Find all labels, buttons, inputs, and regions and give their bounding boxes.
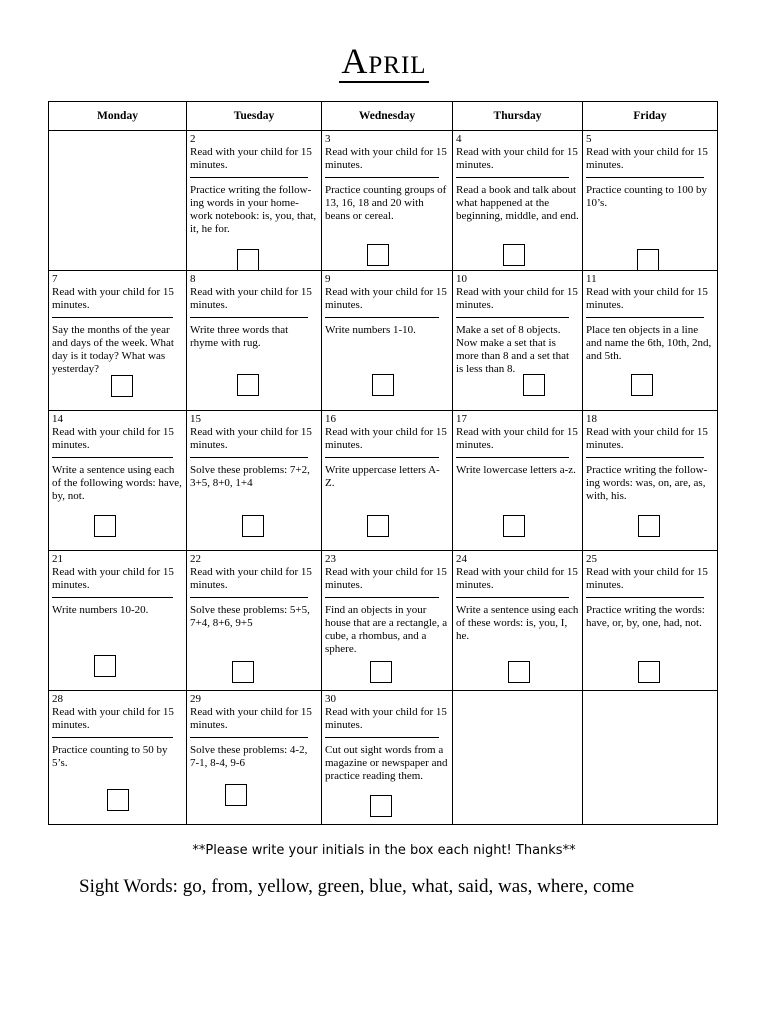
initials-checkbox[interactable] — [94, 655, 116, 677]
reading-assignment: Read with your child for 15 minutes. — [325, 566, 447, 592]
homework-task: Write three words that rhyme with rug. — [190, 323, 289, 349]
divider-line — [190, 597, 308, 598]
day-cell — [49, 551, 187, 691]
reading-assignment: Read with your child for 15 minutes. — [325, 286, 447, 312]
divider-line — [586, 177, 704, 178]
day-cell — [49, 411, 187, 551]
homework-task: Make a set of 8 objects. Now make a set that is more than 8 and a set that is less than 8. — [456, 323, 570, 376]
reading-assignment: Read with your child for 15 minutes. — [190, 706, 312, 732]
divider-line — [190, 177, 308, 178]
initials-checkbox[interactable] — [503, 244, 525, 266]
day-cell — [187, 411, 322, 551]
homework-task: Write a sentence using each of these words: is, you, I, he. — [456, 603, 579, 643]
reading-assignment: Read with your child for 15 minutes. — [190, 426, 312, 452]
day-number: 23 — [325, 553, 336, 565]
reading-assignment: Read with your child for 15 minutes. — [586, 146, 708, 172]
day-cell — [583, 411, 718, 551]
divider-line — [456, 457, 569, 458]
initials-checkbox[interactable] — [638, 661, 660, 683]
initials-checkbox[interactable] — [631, 374, 653, 396]
initials-checkbox[interactable] — [503, 515, 525, 537]
day-number: 7 — [52, 273, 58, 285]
day-number: 9 — [325, 273, 331, 285]
day-cell — [583, 551, 718, 691]
weekday-header: Friday — [583, 102, 718, 131]
day-number: 8 — [190, 273, 196, 285]
initials-checkbox[interactable] — [637, 249, 659, 271]
reading-assignment: Read with your child for 15 minutes. — [325, 706, 447, 732]
divider-line — [190, 457, 308, 458]
divider-line — [456, 317, 569, 318]
weekday-header: Monday — [49, 102, 187, 131]
divider-line — [586, 597, 704, 598]
sight-words: Sight Words: go, from, yellow, green, blue, what, said, was, where, come — [79, 876, 635, 897]
divider-line — [586, 317, 704, 318]
reading-assignment: Read with your child for 15 minutes. — [586, 566, 708, 592]
day-number: 10 — [456, 273, 467, 285]
day-cell — [49, 691, 187, 825]
homework-task: Write a sentence using each of the following words: have, by, not. — [52, 463, 182, 503]
day-number: 5 — [586, 133, 592, 145]
empty-day-cell — [453, 691, 583, 825]
homework-task: Solve these problems: 4-2, 7-1, 8-4, 9-6 — [190, 743, 308, 769]
calendar-week-row — [49, 551, 718, 691]
day-number: 4 — [456, 133, 462, 145]
day-cell — [583, 271, 718, 411]
calendar-week-row — [49, 411, 718, 551]
initials-checkbox[interactable] — [237, 374, 259, 396]
homework-task: Say the months of the year and days of the week. What day is it today? What was yesterday? — [52, 323, 174, 376]
homework-task: Write lowercase letters a-z. — [456, 463, 576, 476]
homework-task: Cut out sight words from a magazine or newspaper and practice reading them. — [325, 743, 448, 783]
initials-checkbox[interactable] — [107, 789, 129, 811]
divider-line — [456, 597, 569, 598]
divider-line — [52, 457, 173, 458]
reading-assignment: Read with your child for 15 minutes. — [52, 426, 174, 452]
divider-line — [52, 737, 173, 738]
divider-line — [325, 457, 439, 458]
reading-assignment: Read with your child for 15 minutes. — [325, 426, 447, 452]
day-cell — [322, 551, 453, 691]
reading-assignment: Read with your child for 15 minutes. — [190, 286, 312, 312]
reading-assignment: Read with your child for 15 minutes. — [52, 706, 174, 732]
reading-assignment: Read with your child for 15 minutes. — [456, 566, 578, 592]
day-number: 3 — [325, 133, 331, 145]
day-cell — [187, 271, 322, 411]
divider-line — [456, 177, 569, 178]
reading-assignment: Read with your child for 15 minutes. — [456, 286, 578, 312]
reading-assignment: Read with your child for 15 minutes. — [456, 426, 578, 452]
day-cell — [583, 131, 718, 271]
day-number: 11 — [586, 273, 597, 285]
day-number: 2 — [190, 133, 196, 145]
initials-checkbox[interactable] — [508, 661, 530, 683]
day-cell — [322, 411, 453, 551]
homework-task: Read a book and talk about what happened at the beginning, middle, and end. — [456, 183, 579, 223]
day-cell — [453, 411, 583, 551]
day-number: 17 — [456, 413, 467, 425]
day-number: 16 — [325, 413, 336, 425]
homework-task: Practice writing the words: have, or, by, one, had, not. — [586, 603, 705, 629]
initials-checkbox[interactable] — [111, 375, 133, 397]
homework-task: Solve these problems: 5+5, 7+4, 8+6, 9+5 — [190, 603, 310, 629]
homework-calendar — [48, 101, 718, 825]
initials-checkbox[interactable] — [94, 515, 116, 537]
reading-assignment: Read with your child for 15 minutes. — [190, 566, 312, 592]
initials-checkbox[interactable] — [237, 249, 259, 271]
day-number: 28 — [52, 693, 63, 705]
initials-checkbox[interactable] — [523, 374, 545, 396]
homework-task: Practice writing the follow-ing words: was, on, are, as, with, his. — [586, 463, 708, 503]
homework-task: Write uppercase letters A-Z. — [325, 463, 440, 489]
day-cell — [187, 691, 322, 825]
reading-assignment: Read with your child for 15 minutes. — [325, 146, 447, 172]
day-number: 22 — [190, 553, 201, 565]
initials-checkbox[interactable] — [370, 795, 392, 817]
divider-line — [325, 317, 439, 318]
divider-line — [190, 317, 308, 318]
homework-task: Practice counting groups of 13, 16, 18 and 20 with beans or cereal. — [325, 183, 447, 223]
reading-assignment: Read with your child for 15 minutes. — [52, 286, 174, 312]
day-number: 18 — [586, 413, 597, 425]
day-number: 21 — [52, 553, 63, 565]
day-number: 24 — [456, 553, 467, 565]
day-cell — [187, 131, 322, 271]
reading-assignment: Read with your child for 15 minutes. — [456, 146, 578, 172]
initials-checkbox[interactable] — [370, 661, 392, 683]
calendar-week-row — [49, 131, 718, 271]
day-number: 14 — [52, 413, 63, 425]
day-cell — [322, 691, 453, 825]
divider-line — [586, 457, 704, 458]
initials-checkbox[interactable] — [638, 515, 660, 537]
initials-note: **Please write your initials in the box each night! Thanks** — [192, 843, 576, 858]
homework-task: Write numbers 10-20. — [52, 603, 149, 616]
divider-line — [190, 737, 308, 738]
divider-line — [52, 597, 173, 598]
reading-assignment: Read with your child for 15 minutes. — [52, 566, 174, 592]
divider-line — [325, 597, 439, 598]
reading-assignment: Read with your child for 15 minutes. — [586, 286, 708, 312]
homework-task: Practice counting to 100 by 10’s. — [586, 183, 707, 209]
weekday-header: Thursday — [453, 102, 583, 131]
initials-checkbox[interactable] — [367, 515, 389, 537]
reading-assignment: Read with your child for 15 minutes. — [586, 426, 708, 452]
reading-assignment: Read with your child for 15 minutes. — [190, 146, 312, 172]
day-cell — [322, 131, 453, 271]
empty-day-cell — [49, 131, 187, 271]
homework-task: Find an objects in your house that are a rectangle, a cube, a rhombus, and a sphere. — [325, 603, 448, 656]
day-cell — [187, 551, 322, 691]
empty-day-cell — [583, 691, 718, 825]
divider-line — [325, 177, 439, 178]
calendar-week-row — [49, 691, 718, 825]
initials-checkbox[interactable] — [372, 374, 394, 396]
initials-checkbox[interactable] — [225, 784, 247, 806]
homework-task: Solve these problems: 7+2, 3+5, 8+0, 1+4 — [190, 463, 310, 489]
day-number: 25 — [586, 553, 597, 565]
calendar-week-row — [49, 271, 718, 411]
divider-line — [52, 317, 173, 318]
day-cell — [453, 271, 583, 411]
day-cell — [453, 131, 583, 271]
weekday-header-row — [49, 102, 718, 131]
weekday-header: Tuesday — [187, 102, 322, 131]
divider-line — [325, 737, 439, 738]
homework-task: Practice counting to 50 by 5’s. — [52, 743, 168, 769]
day-number: 30 — [325, 693, 336, 705]
initials-checkbox[interactable] — [367, 244, 389, 266]
page-title: April — [341, 41, 427, 81]
weekday-header: Wednesday — [322, 102, 453, 131]
day-number: 15 — [190, 413, 201, 425]
initials-checkbox[interactable] — [232, 661, 254, 683]
initials-checkbox[interactable] — [242, 515, 264, 537]
homework-task: Practice writing the follow-ing words in your home-work notebook: is, you, that, it, he for. — [190, 183, 317, 236]
day-number: 29 — [190, 693, 201, 705]
homework-task: Write numbers 1-10. — [325, 323, 416, 336]
homework-task: Place ten objects in a line and name the 6th, 10th, 2nd, and 5th. — [586, 323, 712, 363]
day-cell — [453, 551, 583, 691]
day-cell — [49, 271, 187, 411]
day-cell — [322, 271, 453, 411]
